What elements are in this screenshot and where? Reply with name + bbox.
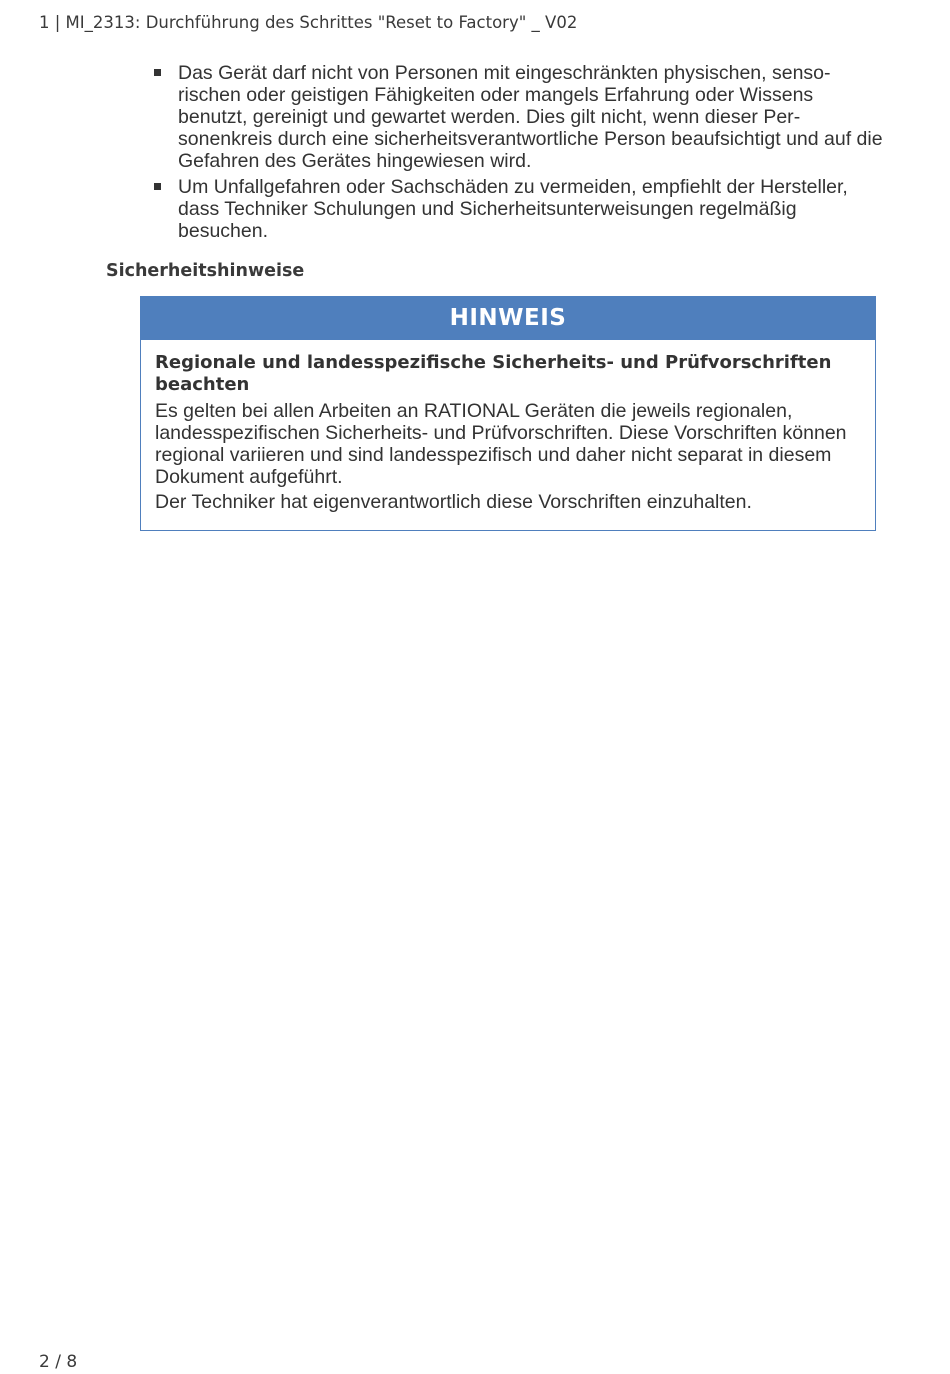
notice-title: Regionale und landesspezifische Sicherheits- und Prüfvorschriften beachten [155,352,832,395]
notice-label: HINWEIS [141,297,875,340]
square-bullet-icon [154,183,161,190]
page-header-title: 1 | MI_2313: Durchführung des Schrittes "Reset to Factory" _ V02 [39,13,578,32]
notice-paragraph: Der Techniker hat eigenverantwortlich diese Vorschriften einzuhalten. [155,491,752,513]
square-bullet-icon [154,69,161,76]
bullet-text: Um Unfallgefahren oder Sachschäden zu vermeiden, empfiehlt der Hersteller, dass Techniker Schulungen und Sicherheitsunterweisungen regelmäßig besuchen. [178,176,848,242]
notice-box [140,296,876,531]
notice-paragraph: Es gelten bei allen Arbeiten an RATIONAL Geräten die jeweils regionalen, landesspezifischen Sicherheits- und Prüfvorschriften. Diese Vorschriften können regional variieren und sind landesspezifisch und daher nicht separat in diesem Dokument aufgeführt. [155,400,847,488]
bullet-text: Das Gerät darf nicht von Personen mit eingeschränkten physischen, sensorischen oder geistigen Fähigkeiten oder mangels Erfahrung oder Wissens benutzt, gereinigt und gewartet werden. Dies gilt nicht, wenn dieser Personenkreis durch eine sicherheitsverantwortliche Person beaufsichtigt und auf die Gefahren des Gerätes hingewiesen wird. [178,62,883,172]
page-number: 2 / 8 [39,1352,78,1372]
bullet-list [154,62,884,246]
section-heading: Sicherheitshinweise [106,261,305,281]
notice-body [141,340,875,530]
list-item [154,176,884,242]
list-item [154,62,884,172]
